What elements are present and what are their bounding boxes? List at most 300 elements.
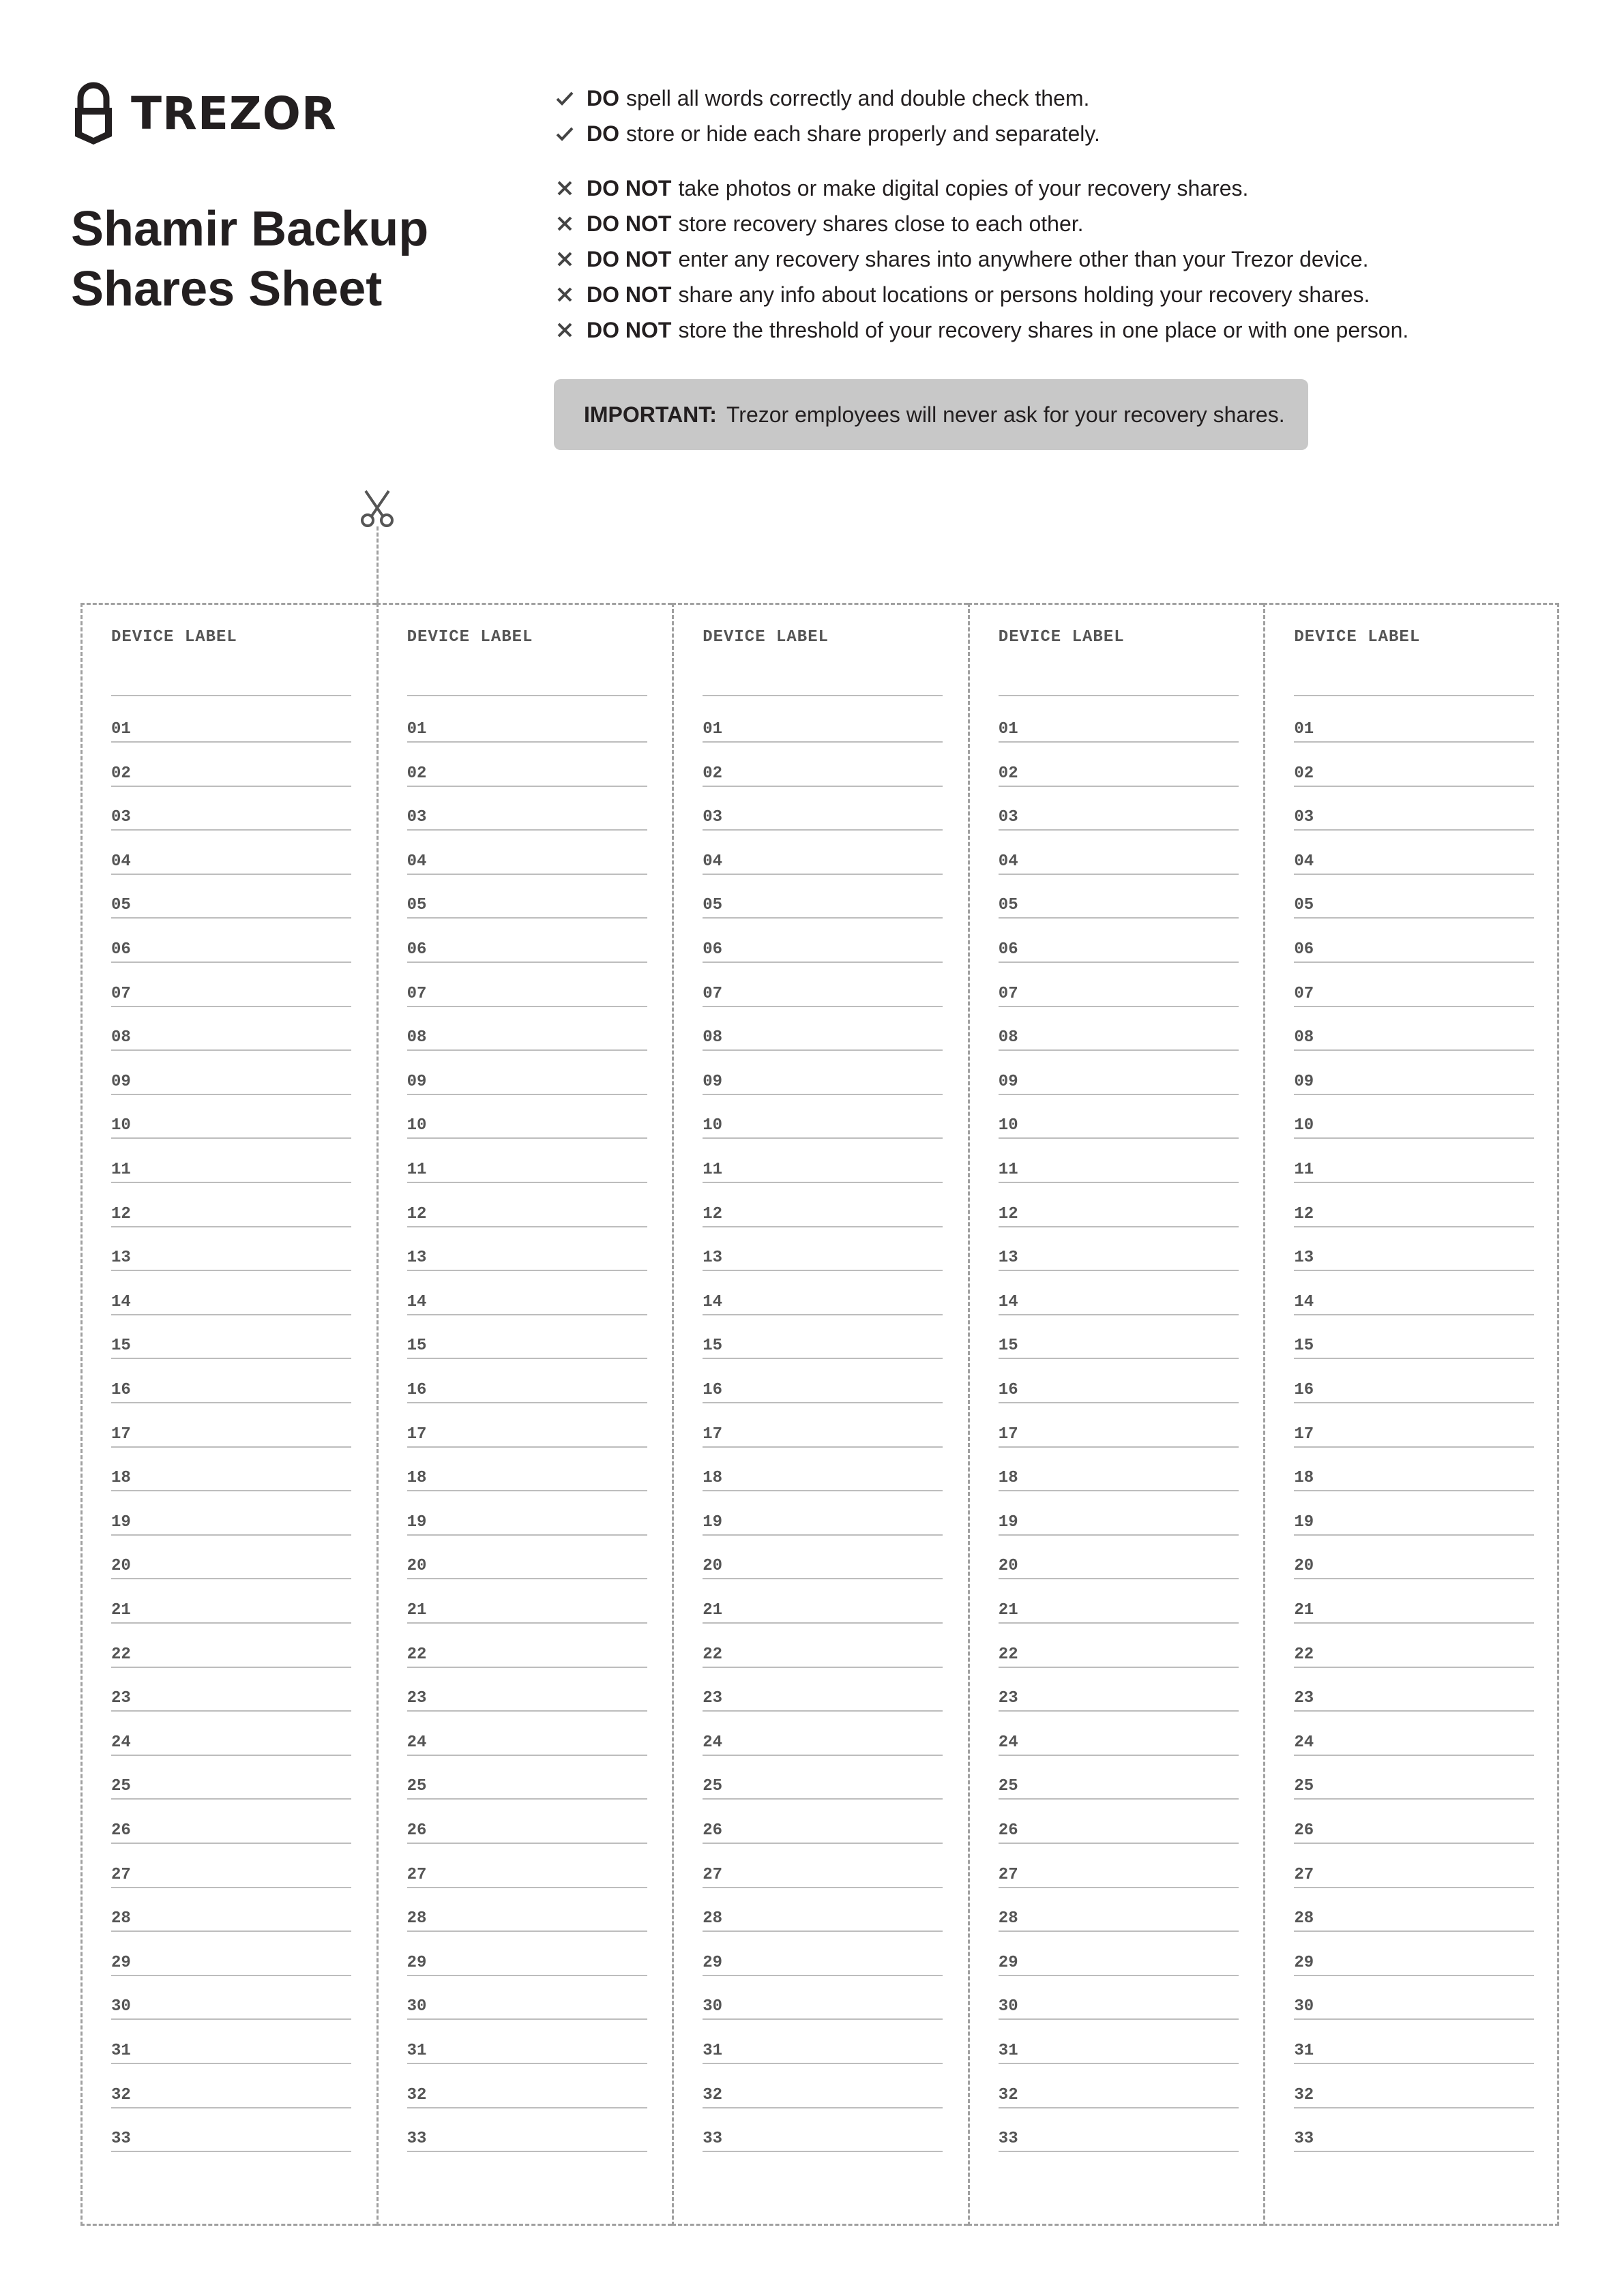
share-word-line[interactable] <box>999 1249 1239 1271</box>
row-number: 08 <box>703 1028 722 1047</box>
share-word-line[interactable] <box>111 1426 351 1448</box>
share-column <box>672 603 968 2226</box>
row-number: 06 <box>407 940 427 959</box>
share-word-line[interactable] <box>407 1734 647 1756</box>
row-number: 09 <box>998 1072 1018 1091</box>
share-word-line[interactable] <box>407 1337 647 1359</box>
share-word-line[interactable] <box>999 1910 1239 1932</box>
share-word-line[interactable] <box>999 2087 1239 2108</box>
row-number: 32 <box>703 2085 722 2104</box>
row-number: 24 <box>1294 1733 1314 1752</box>
padlock-shield-icon <box>72 82 115 146</box>
share-word-line[interactable] <box>1294 1426 1534 1448</box>
row-number: 27 <box>998 1865 1018 1884</box>
share-word-line[interactable] <box>407 1514 647 1536</box>
share-word-line[interactable] <box>703 1294 943 1315</box>
row-number: 11 <box>998 1161 1018 1179</box>
share-word-line[interactable] <box>111 1206 351 1227</box>
share-word-line[interactable] <box>1294 1866 1534 1888</box>
share-word-line[interactable] <box>111 1249 351 1271</box>
row-number: 04 <box>998 852 1018 871</box>
share-word-line[interactable] <box>703 985 943 1007</box>
cross-icon <box>554 286 576 303</box>
row-number: 33 <box>998 2130 1018 2149</box>
share-word-line[interactable] <box>1294 1514 1534 1536</box>
share-word-line[interactable] <box>407 1778 647 1800</box>
share-word-line[interactable] <box>1294 1117 1534 1139</box>
rule-text: spell all words correctly and double check them. <box>626 85 1090 110</box>
share-word-line[interactable] <box>111 941 351 963</box>
scissors-icon <box>359 490 396 531</box>
share-word-line[interactable] <box>111 1161 351 1183</box>
row-number: 27 <box>703 1865 722 1884</box>
share-word-line[interactable] <box>407 1998 647 2020</box>
share-word-line[interactable] <box>999 1822 1239 1844</box>
share-word-line[interactable] <box>407 1822 647 1844</box>
row-number: 03 <box>998 808 1018 827</box>
row-number: 11 <box>111 1161 131 1179</box>
row-number: 01 <box>407 720 427 739</box>
share-word-line[interactable] <box>703 1382 943 1403</box>
share-word-line[interactable] <box>407 2130 647 2152</box>
row-number: 23 <box>111 1689 131 1708</box>
share-word-line[interactable] <box>703 1646 943 1668</box>
row-number: 23 <box>1294 1689 1314 1708</box>
share-word-line[interactable] <box>999 1206 1239 1227</box>
row-number: 32 <box>407 2085 427 2104</box>
share-word-line[interactable] <box>703 1470 943 1491</box>
share-word-line[interactable] <box>1294 721 1534 743</box>
row-number: 31 <box>407 2042 427 2060</box>
share-word-line[interactable] <box>407 1249 647 1271</box>
row-number: 21 <box>111 1601 131 1620</box>
share-word-line[interactable] <box>111 1337 351 1359</box>
row-number: 20 <box>703 1557 722 1576</box>
share-word-line[interactable] <box>999 1161 1239 1183</box>
share-word-line[interactable] <box>703 1337 943 1359</box>
share-word-line[interactable] <box>703 1514 943 1536</box>
device-label-heading: DEVICE LABEL <box>111 628 237 646</box>
rule-lead: DO NOT <box>587 317 672 342</box>
row-number: 27 <box>407 1865 427 1884</box>
share-word-line[interactable] <box>1294 1954 1534 1976</box>
share-word-line[interactable] <box>999 1778 1239 1800</box>
share-word-line[interactable] <box>999 765 1239 787</box>
row-number: 21 <box>703 1601 722 1620</box>
share-word-line[interactable] <box>999 1073 1239 1095</box>
rule-lead: DO NOT <box>587 211 672 236</box>
share-word-line[interactable] <box>407 985 647 1007</box>
row-number: 32 <box>111 2085 131 2104</box>
share-word-line[interactable] <box>999 1734 1239 1756</box>
share-word-line[interactable] <box>407 809 647 831</box>
share-word-line[interactable] <box>703 1602 943 1624</box>
brand-name: TREZOR <box>131 87 337 140</box>
share-word-line[interactable] <box>111 1294 351 1315</box>
share-word-line[interactable] <box>703 1557 943 1579</box>
share-word-line[interactable] <box>999 985 1239 1007</box>
row-number: 17 <box>998 1425 1018 1444</box>
share-word-line[interactable] <box>407 1470 647 1491</box>
row-number: 23 <box>407 1689 427 1708</box>
share-word-line[interactable] <box>111 1602 351 1624</box>
row-number: 24 <box>111 1733 131 1752</box>
share-word-line[interactable] <box>999 1866 1239 1888</box>
share-word-line[interactable] <box>703 1822 943 1844</box>
row-number: 02 <box>1294 764 1314 783</box>
row-number: 09 <box>1294 1072 1314 1091</box>
row-number: 28 <box>998 1909 1018 1928</box>
row-number: 17 <box>407 1425 427 1444</box>
row-number: 25 <box>1294 1777 1314 1796</box>
row-number: 17 <box>703 1425 722 1444</box>
row-number: 09 <box>703 1072 722 1091</box>
device-label-heading: DEVICE LABEL <box>998 628 1125 646</box>
share-word-line[interactable] <box>1294 941 1534 963</box>
row-number: 07 <box>1294 984 1314 1003</box>
share-word-line[interactable] <box>999 1602 1239 1624</box>
share-word-line[interactable] <box>407 1029 647 1051</box>
row-number: 07 <box>407 984 427 1003</box>
share-word-line[interactable] <box>703 1910 943 1932</box>
share-word-line[interactable] <box>407 765 647 787</box>
row-number: 22 <box>998 1645 1018 1664</box>
share-word-line[interactable] <box>999 1117 1239 1139</box>
share-word-line[interactable] <box>999 1337 1239 1359</box>
row-number: 10 <box>998 1116 1018 1135</box>
row-number: 03 <box>111 808 131 827</box>
rule-lead: DO NOT <box>587 246 672 271</box>
share-word-line[interactable] <box>703 1954 943 1976</box>
share-word-line[interactable] <box>1294 1734 1534 1756</box>
shares-sheet <box>80 603 1559 2226</box>
share-word-line[interactable] <box>703 2042 943 2064</box>
share-word-line[interactable] <box>111 1073 351 1095</box>
share-word-line[interactable] <box>703 941 943 963</box>
share-word-line[interactable] <box>999 1470 1239 1491</box>
share-word-line[interactable] <box>703 1073 943 1095</box>
share-word-line[interactable] <box>703 1998 943 2020</box>
share-word-line[interactable] <box>999 1998 1239 2020</box>
rule-text: share any info about locations or persons holding your recovery shares. <box>678 282 1370 307</box>
row-number: 28 <box>1294 1909 1314 1928</box>
share-word-line[interactable] <box>111 2042 351 2064</box>
share-word-line[interactable] <box>703 1734 943 1756</box>
share-word-line[interactable] <box>111 809 351 831</box>
row-number: 19 <box>111 1512 131 1532</box>
share-word-line[interactable] <box>999 1690 1239 1712</box>
row-number: 14 <box>407 1292 427 1311</box>
cross-icon <box>554 251 576 267</box>
row-number: 13 <box>998 1249 1018 1268</box>
share-word-line[interactable] <box>703 1690 943 1712</box>
row-number: 17 <box>111 1425 131 1444</box>
share-word-line[interactable] <box>111 2087 351 2108</box>
share-word-line[interactable] <box>1294 1646 1534 1668</box>
row-number: 29 <box>703 1953 722 1972</box>
share-word-line[interactable] <box>703 1426 943 1448</box>
share-word-line[interactable] <box>407 853 647 875</box>
share-word-line[interactable] <box>999 2130 1239 2152</box>
row-number: 31 <box>998 2042 1018 2060</box>
share-word-line[interactable] <box>999 1029 1239 1051</box>
share-word-line[interactable] <box>703 2087 943 2108</box>
row-number: 18 <box>998 1469 1018 1488</box>
share-word-line[interactable] <box>999 809 1239 831</box>
row-number: 04 <box>703 852 722 871</box>
row-number: 12 <box>998 1204 1018 1223</box>
dont-rule <box>554 170 1577 206</box>
share-word-line[interactable] <box>407 2087 647 2108</box>
share-word-line[interactable] <box>111 1646 351 1668</box>
row-number: 20 <box>1294 1557 1314 1576</box>
share-word-line[interactable] <box>407 1073 647 1095</box>
share-word-line[interactable] <box>999 1557 1239 1579</box>
share-word-line[interactable] <box>111 1734 351 1756</box>
row-number: 28 <box>407 1909 427 1928</box>
share-word-line[interactable] <box>1294 1602 1534 1624</box>
share-word-line[interactable] <box>703 1778 943 1800</box>
share-word-line[interactable] <box>111 765 351 787</box>
row-number: 22 <box>1294 1645 1314 1664</box>
row-number: 05 <box>703 896 722 915</box>
share-word-line[interactable] <box>999 2042 1239 2064</box>
row-number: 31 <box>111 2042 131 2060</box>
row-number: 25 <box>111 1777 131 1796</box>
row-number: 02 <box>111 764 131 783</box>
share-word-line[interactable] <box>1294 1470 1534 1491</box>
row-number: 21 <box>407 1601 427 1620</box>
share-word-line[interactable] <box>1294 897 1534 919</box>
share-word-line[interactable] <box>703 809 943 831</box>
share-word-line[interactable] <box>999 941 1239 963</box>
row-number: 12 <box>703 1204 722 1223</box>
device-label-line[interactable] <box>407 695 647 696</box>
row-number: 15 <box>407 1337 427 1356</box>
row-number: 10 <box>111 1116 131 1135</box>
row-number: 18 <box>111 1469 131 1488</box>
share-word-line[interactable] <box>111 1910 351 1932</box>
row-number: 21 <box>1294 1601 1314 1620</box>
row-number: 04 <box>1294 852 1314 871</box>
device-label-heading: DEVICE LABEL <box>1294 628 1421 646</box>
share-word-line[interactable] <box>407 1690 647 1712</box>
device-label-line[interactable] <box>703 695 943 696</box>
cut-line <box>377 526 379 603</box>
row-number: 26 <box>407 1821 427 1840</box>
share-word-line[interactable] <box>999 1954 1239 1976</box>
share-word-line[interactable] <box>407 1294 647 1315</box>
share-word-line[interactable] <box>999 721 1239 743</box>
row-number: 02 <box>998 764 1018 783</box>
share-word-line[interactable] <box>1294 2042 1534 2064</box>
check-icon <box>554 90 576 106</box>
share-word-line[interactable] <box>111 1029 351 1051</box>
important-text: Trezor employees will never ask for your recovery shares. <box>726 402 1285 427</box>
share-word-line[interactable] <box>1294 1822 1534 1844</box>
row-number: 32 <box>998 2085 1018 2104</box>
device-label-line[interactable] <box>111 695 351 696</box>
device-label-line[interactable] <box>999 695 1239 696</box>
share-word-line[interactable] <box>407 1602 647 1624</box>
share-word-line[interactable] <box>111 1557 351 1579</box>
share-word-line[interactable] <box>703 1206 943 1227</box>
share-word-line[interactable] <box>703 765 943 787</box>
share-word-line[interactable] <box>111 1778 351 1800</box>
share-word-line[interactable] <box>1294 1337 1534 1359</box>
rule-text: store or hide each share properly and separately. <box>626 121 1100 146</box>
share-word-line[interactable] <box>999 897 1239 919</box>
share-word-line[interactable] <box>111 721 351 743</box>
share-word-line[interactable] <box>407 1646 647 1668</box>
row-number: 26 <box>703 1821 722 1840</box>
share-word-line[interactable] <box>1294 1206 1534 1227</box>
share-word-line[interactable] <box>1294 853 1534 875</box>
share-word-line[interactable] <box>703 1249 943 1271</box>
share-word-line[interactable] <box>999 853 1239 875</box>
dont-rule <box>554 312 1577 348</box>
share-word-line[interactable] <box>407 1206 647 1227</box>
share-word-line[interactable] <box>111 1470 351 1491</box>
row-number: 12 <box>407 1204 427 1223</box>
row-number: 05 <box>111 896 131 915</box>
device-label-heading: DEVICE LABEL <box>703 628 829 646</box>
share-word-line[interactable] <box>407 1954 647 1976</box>
share-word-line[interactable] <box>1294 2087 1534 2108</box>
share-word-line[interactable] <box>111 1117 351 1139</box>
share-word-line[interactable] <box>999 1426 1239 1448</box>
row-number: 25 <box>998 1777 1018 1796</box>
share-word-line[interactable] <box>111 1954 351 1976</box>
share-word-line[interactable] <box>1294 1998 1534 2020</box>
row-number: 23 <box>703 1689 722 1708</box>
row-number: 01 <box>1294 720 1314 739</box>
row-number: 29 <box>111 1953 131 1972</box>
share-word-line[interactable] <box>1294 1073 1534 1095</box>
share-word-line[interactable] <box>703 853 943 875</box>
share-word-line[interactable] <box>407 1866 647 1888</box>
share-word-line[interactable] <box>407 721 647 743</box>
share-word-line[interactable] <box>1294 1557 1534 1579</box>
share-word-line[interactable] <box>407 1557 647 1579</box>
row-number: 23 <box>998 1689 1018 1708</box>
share-word-line[interactable] <box>999 1646 1239 1668</box>
row-number: 29 <box>407 1953 427 1972</box>
share-word-line[interactable] <box>111 2130 351 2152</box>
row-number: 19 <box>703 1512 722 1532</box>
share-word-line[interactable] <box>703 1117 943 1139</box>
share-word-line[interactable] <box>407 1161 647 1183</box>
row-number: 15 <box>703 1337 722 1356</box>
share-word-line[interactable] <box>111 853 351 875</box>
share-word-line[interactable] <box>111 1866 351 1888</box>
row-number: 22 <box>703 1645 722 1664</box>
share-word-line[interactable] <box>1294 1029 1534 1051</box>
share-word-line[interactable] <box>1294 985 1534 1007</box>
share-word-line[interactable] <box>407 1426 647 1448</box>
share-word-line[interactable] <box>703 1029 943 1051</box>
share-word-line[interactable] <box>1294 1249 1534 1271</box>
row-number: 31 <box>703 2042 722 2060</box>
row-number: 11 <box>703 1161 722 1179</box>
row-number: 33 <box>703 2130 722 2149</box>
share-word-line[interactable] <box>407 897 647 919</box>
row-number: 13 <box>703 1249 722 1268</box>
row-number: 13 <box>407 1249 427 1268</box>
share-word-line[interactable] <box>407 1117 647 1139</box>
rules-list <box>554 80 1577 348</box>
share-word-line[interactable] <box>407 941 647 963</box>
row-number: 16 <box>703 1381 722 1399</box>
row-number: 25 <box>407 1777 427 1796</box>
row-number: 06 <box>1294 940 1314 959</box>
rule-lead: DO <box>587 121 619 146</box>
row-number: 20 <box>407 1557 427 1576</box>
row-number: 04 <box>111 852 131 871</box>
share-word-line[interactable] <box>1294 1294 1534 1315</box>
share-word-line[interactable] <box>111 1998 351 2020</box>
row-number: 24 <box>703 1733 722 1752</box>
share-word-line[interactable] <box>111 1690 351 1712</box>
row-number: 13 <box>111 1249 131 1268</box>
row-number: 14 <box>1294 1292 1314 1311</box>
row-number: 25 <box>703 1777 722 1796</box>
share-word-line[interactable] <box>999 1382 1239 1403</box>
share-word-line[interactable] <box>703 1866 943 1888</box>
share-word-line[interactable] <box>111 985 351 1007</box>
row-number: 09 <box>111 1072 131 1091</box>
share-word-line[interactable] <box>999 1514 1239 1536</box>
dont-rule <box>554 277 1577 312</box>
share-word-line[interactable] <box>999 1294 1239 1315</box>
share-word-line[interactable] <box>111 1382 351 1403</box>
share-word-line[interactable] <box>1294 2130 1534 2152</box>
share-word-line[interactable] <box>703 1161 943 1183</box>
share-word-line[interactable] <box>1294 1161 1534 1183</box>
row-number: 10 <box>407 1116 427 1135</box>
share-word-line[interactable] <box>111 897 351 919</box>
share-word-line[interactable] <box>111 1822 351 1844</box>
share-word-line[interactable] <box>1294 1382 1534 1403</box>
row-number: 22 <box>111 1645 131 1664</box>
share-word-line[interactable] <box>703 2130 943 2152</box>
row-number: 11 <box>407 1161 427 1179</box>
share-word-line[interactable] <box>703 897 943 919</box>
share-word-line[interactable] <box>1294 809 1534 831</box>
share-column <box>80 603 377 2226</box>
row-number: 01 <box>703 720 722 739</box>
row-number: 17 <box>1294 1425 1314 1444</box>
row-number: 06 <box>111 940 131 959</box>
share-word-line[interactable] <box>1294 765 1534 787</box>
share-word-line[interactable] <box>407 1910 647 1932</box>
share-word-line[interactable] <box>1294 1778 1534 1800</box>
share-word-line[interactable] <box>1294 1690 1534 1712</box>
row-number: 24 <box>998 1733 1018 1752</box>
row-number: 29 <box>998 1953 1018 1972</box>
device-label-line[interactable] <box>1294 695 1534 696</box>
rule-text: take photos or make digital copies of your recovery shares. <box>678 175 1249 200</box>
row-number: 08 <box>1294 1028 1314 1047</box>
share-word-line[interactable] <box>703 721 943 743</box>
share-word-line[interactable] <box>407 1382 647 1403</box>
title-line-2: Shares Sheet <box>71 262 383 316</box>
row-number: 06 <box>703 940 722 959</box>
row-number: 20 <box>998 1557 1018 1576</box>
share-word-line[interactable] <box>111 1514 351 1536</box>
share-word-line[interactable] <box>1294 1910 1534 1932</box>
share-word-line[interactable] <box>407 2042 647 2064</box>
